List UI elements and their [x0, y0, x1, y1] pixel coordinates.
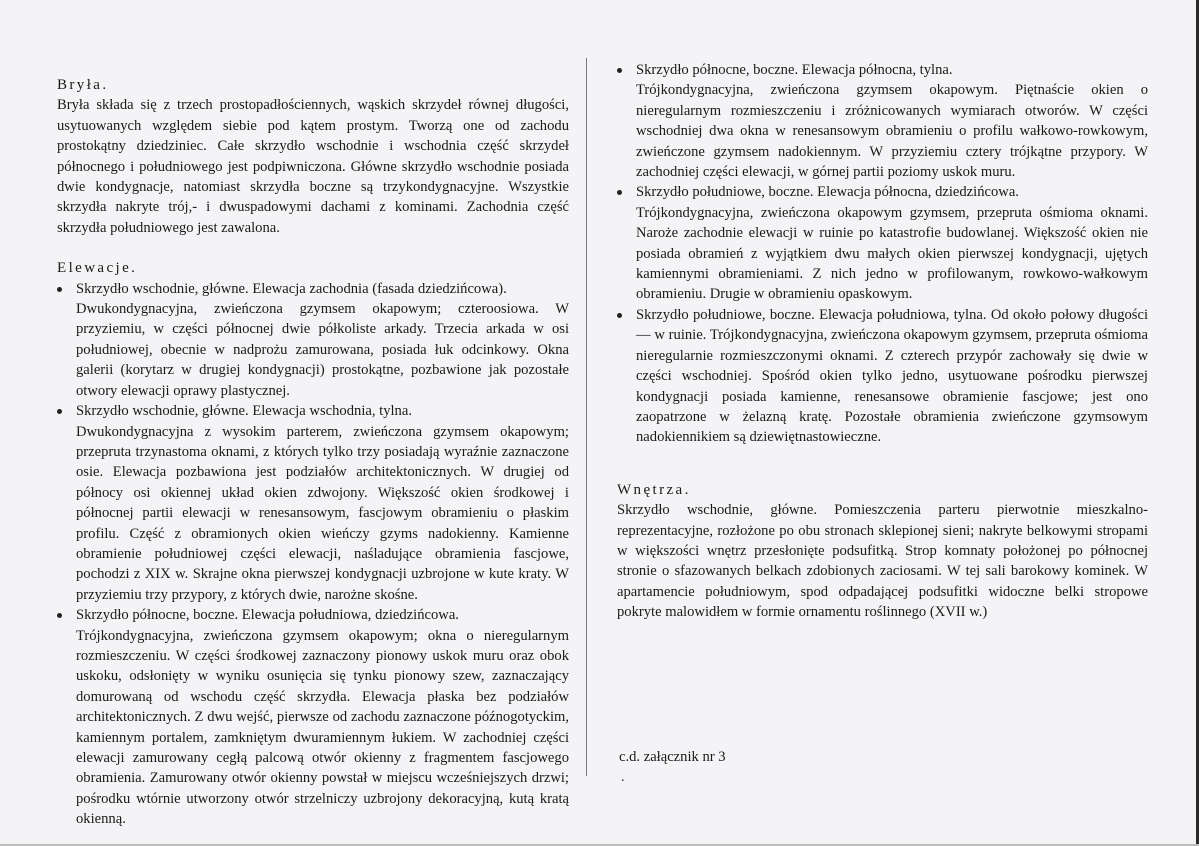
item-title: Skrzydło południowe, boczne. Elewacja północna, dziedzińcowa. — [636, 184, 1019, 201]
wnetrza-paragraph: Skrzydło wschodnie, główne. Pomieszczenia parteru pierwotnie mieszkalno-reprezentacyjne, rozłożone po obu stronach sklepionej sieni; nakryte belkowymi stropami w większości wnętrz przesłonięte podsufitką. Strop komnaty położonej po północnej stronie o sfazowanych belkach zdobionych zaciosami. W tej sali barokowy kominek. W apartamencie południowym, spod odpadającej podsufitki widoczne belki stropowe pokryte malowidłem w formie ornamentu roślinnego (XVII w.) — [617, 502, 1148, 621]
heading-bryla: Bryła. — [57, 77, 109, 93]
item-text: Dwukondygnacyjna, zwieńczona gzymsem okapowym; czteroosiowa. W przyziemiu, w części północnej dwie półkoliste arkady. Trzecia arkada w osi południowej, obecnie w nadprożu zamurowana, posiada łuk odcinkowy. Okna galerii (korytarz w drugiej kondygnacji) prostokątne, pozbawione jak pozostałe otwory elewacji oprawy plastycznej. — [76, 301, 569, 399]
list-item — [617, 305, 1148, 448]
item-text: Trójkondygnacyjna, zwieńczona gzymsem okapowym. Piętnaście okien o nieregularnym rozmieszczeniu i zróżnicowanych wymiarach otworów. W części wschodniej dwa okna w renesansowym obramieniu o profilu wałkowo-rowkowym, zwieńczone gzymsem nadokiennym. W przyziemiu cztery trójkątne przypory. W zachodniej części elewacji, w górnej partii poziomy uskok muru. — [636, 82, 1148, 181]
footer-mark: . — [621, 770, 625, 785]
item-title: Skrzydło północne, boczne. Elewacja południowa, dziedzińcowa. — [76, 607, 459, 624]
list-item — [617, 182, 1148, 304]
item-title: Skrzydło wschodnie, główne. Elewacja zachodnia (fasada dziedzińcowa). — [76, 280, 507, 297]
item-text: Dwukondygnacyjna z wysokim parterem, zwieńczona gzymsem okapowym; przepruta trzynastoma oknami, z których tylko trzy posiadają wyraźnie zaznaczone osie. Elewacja pozbawiona jest podziałów architektonicznych. W drugiej od północy osi okiennej układ okien zdwojony. Większość okien środkowej i północnej partii elewacji w renesansowym, fascjowym obramieniu o płaskim profilu. Część z obramionych okien wieńczy gzyms nadokienny. Kamienne obramienie południowej części elewacji, naśladujące obramienia fascjowe, pochodzi z XIX w. Skrajne okna pierwszej kondygnacji uzbrojone w kute kraty. W przyziemiu trzy przypory, z których dwie, narożne skośne. — [76, 423, 569, 603]
item-text: Trójkondygnacyjna, zwieńczona okapowym gzymsem, przepruta ośmioma oknami. Naroże zachodnie elewacji w ruinie po katastrofie budowlanej. Większość okien nie posiada obramień z wyjątkiem dwu małych okien pierwszej kondygnacji, ujętych kamiennymi obramieniami. Z nich jedno w profilowanym, rowkowo-wałkowym obramieniu. Drugie w obramieniu opaskowym. — [636, 204, 1148, 303]
list-item — [57, 605, 569, 829]
list-item — [617, 60, 1148, 182]
item-text: Trójkondygnacyjna, zwieńczona okapowym gzymsem, przepruta ośmioma nieregularnie rozmieszczonymi oknami. Z czterech przypór zachowały się dwie w części wschodniej. Spośród okien tylko jedno, usytuowane pośrodku pierwszej kondygnacji posiada kamienne, renesansowe obramienie fascjowe; jest ono zaopatrzone w żelazną kratę. Pozostałe obramienia zwieńczone gzymsowym nadokiennikiem są dziewiętnastowieczne. — [636, 327, 1148, 446]
heading-wnetrza: Wnętrza. — [617, 481, 691, 498]
elewacje-list — [57, 279, 569, 830]
column-divider — [586, 58, 587, 776]
right-column — [617, 60, 1148, 623]
bullet-icon — [57, 287, 62, 292]
elewacje-list-continued — [617, 60, 1148, 448]
bullet-icon — [617, 190, 622, 195]
list-item — [57, 401, 569, 605]
footer-note: c.d. załącznik nr 3 — [619, 749, 726, 765]
item-title: Skrzydło południowe, boczne. Elewacja południowa, tylna. Od około połowy długości — w ruinie. — [636, 306, 1148, 344]
item-title: Skrzydło północne, boczne. Elewacja północna, tylna. — [636, 62, 953, 78]
list-item — [57, 279, 569, 401]
bryla-paragraph: Bryła składa się z trzech prostopadłościennych, wąskich skrzydeł równej długości, usytuowanych względem siebie pod kątem prostym. Tworzą one od zachodu prostokątny dziedziniec. Całe skrzydło wschodnie i wschodnia część skrzydeł północnego i południowego jest podpiwniczona. Główne skrzydło wschodnie posiada dwie kondygnacje, natomiast skrzydła boczne są trzykondygnacyjne. Wszystkie skrzydła nakryte trój,- i dwuspadowymi dachami z kominami. Zachodnia część skrzydła południowego jest zawalona. — [57, 97, 569, 236]
left-column — [57, 75, 569, 830]
bullet-icon — [57, 409, 62, 414]
bullet-icon — [617, 313, 622, 318]
item-title: Skrzydło wschodnie, główne. Elewacja wschodnia, tylna. — [76, 403, 412, 420]
item-text: Trójkondygnacyjna, zwieńczona gzymsem okapowym; okna o nieregularnym rozmieszczeniu. W części środkowej zaznaczony pionowy uskok muru oraz obok uskoku, odsłonięty w wyniku osunięcia się tynku pionowy szew, zaznaczający domurowaną od wschodu część skrzydła. Elewacja płaska bez podziałów architektonicznych. Z dwu wejść, pierwsze od zachodu zaznaczone późnogotyckim, kamiennym portalem, zamkniętym dwuramiennym łukiem. W zachodniej części elewacji zamurowany cegłą palcową otwór okienny z fragmentem fascjowego obramienia. Zamurowany otwór okienny powstał w miejscu wcześniejszych drzwi; pośrodku wtórnie utworzony otwór strzelniczy uzbrojony dekoracyjną, kutą kratą okienną. — [76, 627, 569, 828]
bullet-icon — [617, 68, 622, 73]
bullet-icon — [57, 613, 62, 618]
heading-elewacje: Elewacje. — [57, 260, 138, 277]
